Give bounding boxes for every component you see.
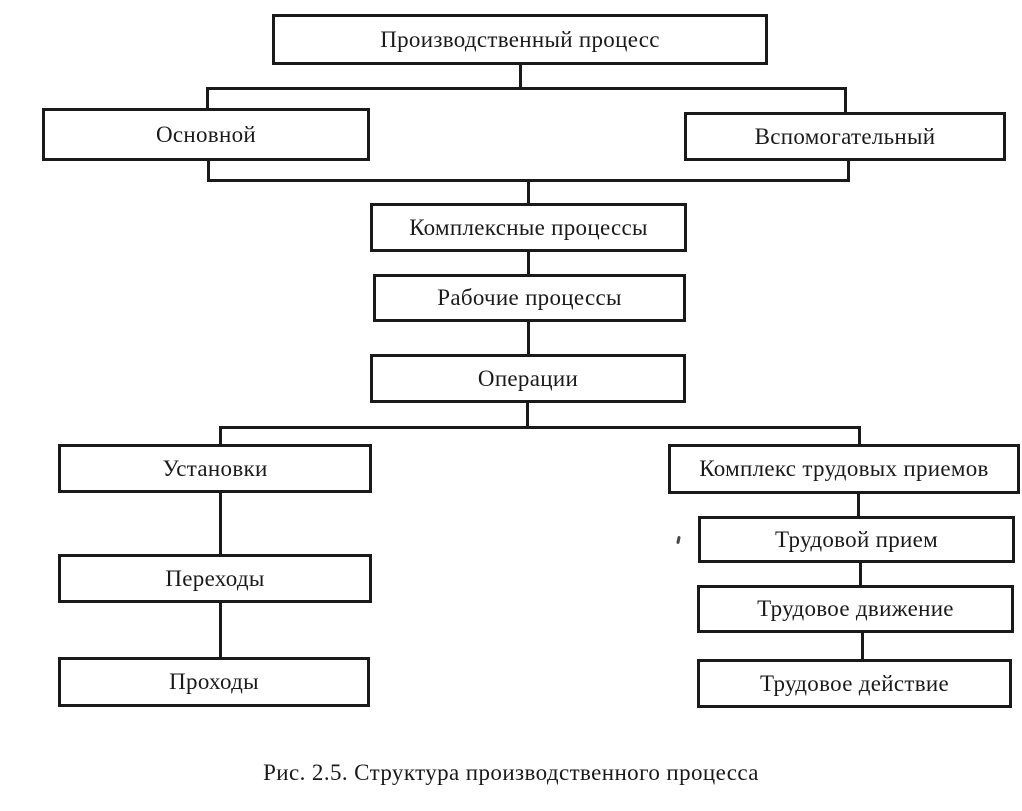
node-complex-processes-label: Комплексные процессы (409, 214, 648, 240)
node-transitions (58, 554, 372, 603)
node-transitions-label: Переходы (165, 565, 265, 591)
connector-to-complex-processes (527, 179, 530, 205)
connector-setups-to-transitions (219, 492, 222, 556)
connector-transitions-to-passes (219, 602, 222, 659)
connector-branch1-horizontal (206, 87, 847, 90)
node-auxiliary-label: Вспомогательный (754, 123, 936, 149)
node-setups-label: Установки (162, 455, 268, 481)
node-complex-processes (370, 203, 687, 252)
node-operations (370, 354, 686, 403)
node-labor-technique-label: Трудовой прием (775, 526, 938, 552)
connector-movement-to-action (861, 632, 864, 661)
node-production-process (272, 14, 768, 65)
connector-to-labor-complex (858, 426, 861, 446)
node-labor-technique (698, 516, 1015, 563)
figure-caption: Рис. 2.5. Структура производственного процесса (263, 760, 759, 785)
node-working-processes (373, 274, 686, 322)
node-labor-movement (697, 585, 1014, 633)
node-main (42, 108, 370, 161)
node-passes (58, 657, 370, 707)
node-labor-techniques-complex (668, 444, 1020, 494)
node-working-processes-label: Рабочие процессы (437, 285, 622, 310)
node-labor-action (697, 659, 1012, 708)
connector-complex-to-technique (857, 493, 860, 518)
node-main-label: Основной (155, 121, 256, 147)
connector-operations-drop (526, 402, 529, 429)
node-labor-movement-label: Трудовое движение (757, 596, 954, 621)
connector-to-setups (219, 426, 222, 446)
connector-branch2-horizontal (219, 426, 861, 429)
node-production-process-label: Производственный процесс (380, 26, 660, 52)
scan-speck-artifact (676, 536, 681, 544)
node-labor-action-label: Трудовое действие (759, 670, 950, 696)
connector-complex-to-working (527, 251, 530, 276)
connector-to-auxiliary (844, 87, 847, 114)
node-auxiliary (684, 112, 1006, 161)
node-setups (58, 444, 372, 493)
connector-technique-to-movement (859, 562, 862, 587)
node-labor-techniques-complex-label: Комплекс трудовых приемов (699, 456, 989, 481)
node-passes-label: Проходы (169, 669, 259, 694)
connector-working-to-operations (527, 320, 530, 356)
node-operations-label: Операции (477, 365, 579, 391)
connector-to-main (206, 87, 209, 110)
